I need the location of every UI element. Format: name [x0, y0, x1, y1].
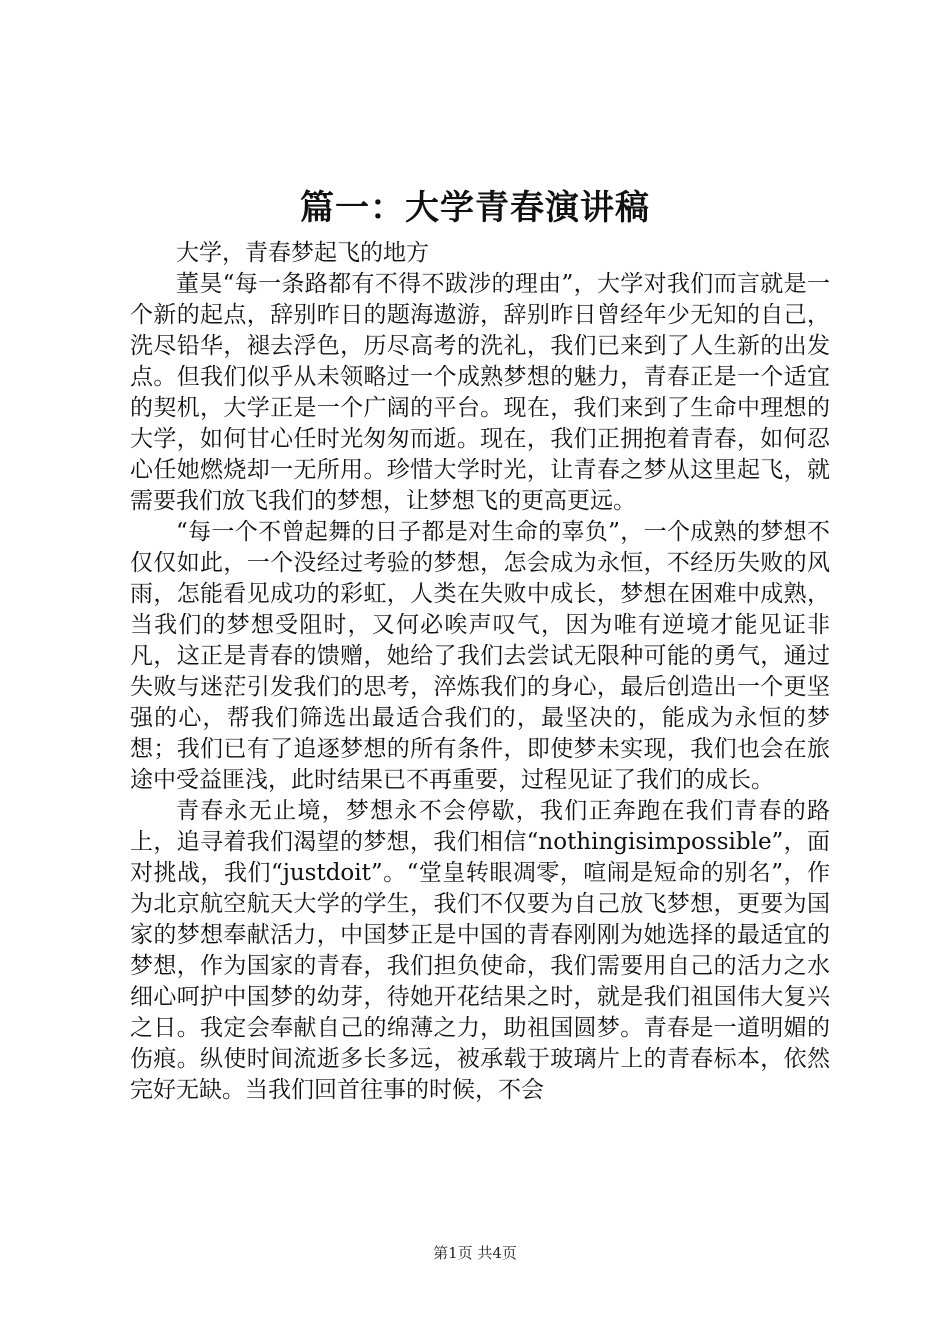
page-number-footer: 第1页 共4页 — [433, 1244, 517, 1262]
paragraph-3: 青春永无止境，梦想永不会停歇，我们正奔跑在我们青春的路上，追寻着我们渴望的梦想，我们相信“nothingisimpossible”，面对挑战，我们“justdoit”。“堂皇转眼凋零，喧闹是短命的别名”，作为北京航空航天大学的学生，我们不仅要为自己放飞梦想，更要为国家的梦想奉献活力，中国梦正是中国的青春刚刚为她选择的最适宜的梦想，作为国家的青春，我们担负使命，我们需要用自己的活力之水细心呵护中国梦的幼芽，待她开花结果之时，就是我们祖国伟大复兴之日。我定会奉献自己的绵薄之力，助祖国圆梦。青春是一道明媚的伤痕。纵使时间流逝多长多远，被承载于玻璃片上的青春标本，依然完好无缺。当我们回首往事的时候，不会 — [130, 798, 830, 1103]
document-body — [130, 238, 830, 1106]
paragraph-2: “每一个不曾起舞的日子都是对生命的辜负”，一个成熟的梦想不仅仅如此，一个没经过考验的梦想，怎会成为永恒，不经历失败的风雨，怎能看见成功的彩虹，人类在失败中成长，梦想在困难中成熟，当我们的梦想受阻时，又何必唉声叹气，因为唯有逆境才能见证非凡，这正是青春的馈赠，她给了我们去尝试无限种可能的勇气，通过失败与迷茫引发我们的思考，淬炼我们的身心，最后创造出一个更坚强的心，帮我们筛选出最适合我们的，最坚决的，能成为永恒的梦想；我们已有了追逐梦想的所有条件，即使梦未实现，我们也会在旅途中受益匪浅，此时结果已不再重要，过程见证了我们的成长。 — [130, 519, 830, 793]
document-title: 篇一：大学青春演讲稿 — [300, 188, 650, 228]
paragraph-subtitle: 大学，青春梦起飞的地方 — [176, 240, 429, 266]
paragraph-1: 董昊“每一条路都有不得不跋涉的理由”，大学对我们而言就是一个新的起点，辞别昨日的题海遨游，辞别昨日曾经年少无知的自己，洗尽铅华，褪去浮色，历尽高考的洗礼，我们已来到了人生新的出发点。但我们似乎从未领略过一个成熟梦想的魅力，青春正是一个适宜的契机，大学正是一个广阔的平台。现在，我们来到了生命中理想的大学，如何甘心任时光匆匆而逝。现在，我们正拥抱着青春，如何忍心任她燃烧却一无所用。珍惜大学时光，让青春之梦从这里起飞，就需要我们放飞我们的梦想，让梦想飞的更高更远。 — [130, 271, 830, 514]
